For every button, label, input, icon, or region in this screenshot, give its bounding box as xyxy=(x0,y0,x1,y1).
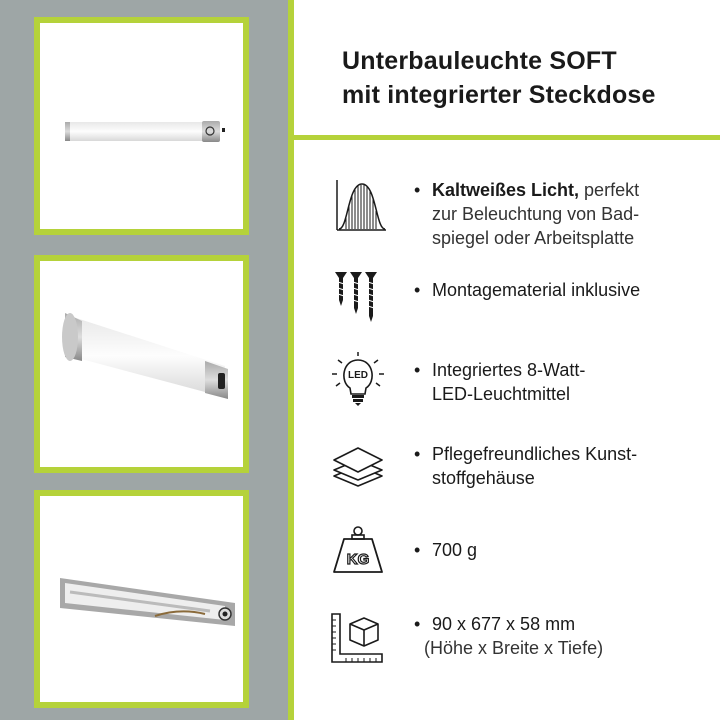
feature-light: • Kaltweißes Licht, perfekt zur Beleuchtung von Bad- spiegel oder Arbeitsplatte xyxy=(330,178,710,248)
feature-mounting: • Montagematerial inklusive xyxy=(330,270,710,326)
product-image-angled xyxy=(34,255,249,473)
svg-text:KG: KG xyxy=(346,551,370,568)
product-image-front xyxy=(34,17,249,235)
feature-led: LED • Integriertes 8-Watt- LED-Leuchtmittel xyxy=(330,352,710,412)
feature-weight: KG • 700 g xyxy=(330,524,710,580)
weight-icon xyxy=(330,524,386,580)
accent-divider-vertical xyxy=(288,0,294,720)
title-line-2: mit integrierter Steckdose xyxy=(342,81,656,109)
feature-highlight: Kaltweißes Licht, xyxy=(432,180,580,200)
light-spectrum-icon xyxy=(330,178,386,234)
accent-divider-horizontal xyxy=(294,135,720,140)
dimensions-icon xyxy=(330,612,386,668)
product-image-open xyxy=(34,490,249,708)
lamp-front-icon xyxy=(40,23,243,229)
svg-text:LED: LED xyxy=(348,370,368,381)
screws-icon xyxy=(330,270,386,326)
title-line-1: Unterbauleuchte SOFT xyxy=(342,47,617,75)
page-title xyxy=(342,44,656,112)
layers-icon xyxy=(330,440,386,496)
feature-housing: • Pflegefreundliches Kunst- stoffgehäuse xyxy=(330,440,710,496)
feature-dimensions: • 90 x 677 x 58 mm (Höhe x Breite x Tiefe) xyxy=(330,612,710,672)
lamp-open-icon xyxy=(40,496,243,702)
lamp-angled-icon xyxy=(40,261,243,467)
led-bulb-icon xyxy=(330,352,386,408)
